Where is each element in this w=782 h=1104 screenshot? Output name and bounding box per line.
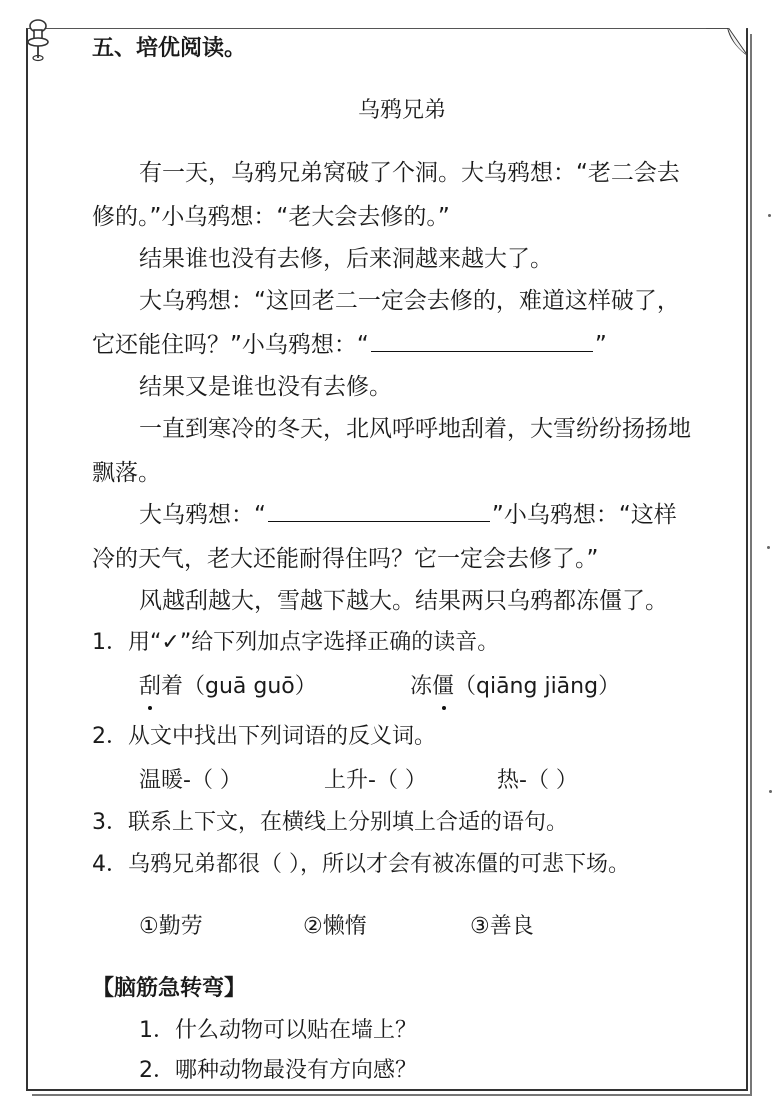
push-pin-icon [26, 18, 50, 62]
emphasis-dot [442, 706, 446, 710]
paragraph-text: ”小乌鸦想：“这样 [491, 502, 677, 528]
question-4-option-2: ②懒惰 [303, 914, 367, 939]
section-title: 五、培优阅读。 [92, 36, 247, 61]
question-1-option-a: 刮着（guā guō） [139, 674, 317, 699]
paragraph-line-with-blank [139, 500, 677, 530]
question-4-option-3: ③善良 [470, 914, 534, 939]
brain-teaser-item: 2．哪种动物最没有方向感？ [139, 1058, 417, 1083]
answer-blank-big-crow[interactable] [268, 520, 490, 522]
paragraph-text: ” [594, 332, 607, 358]
emphasis-dot [148, 706, 152, 710]
question-1: 1．用“✓”给下列加点字选择正确的读音。 [92, 630, 500, 655]
paragraph-line-with-blank [92, 330, 607, 360]
page-curl-icon [706, 28, 746, 58]
answer-blank-small-crow[interactable] [371, 350, 593, 352]
paragraph-text: 大乌鸦想：“ [139, 502, 266, 528]
question-4: 4．乌鸦兄弟都很（ ），所以才会有被冻僵的可悲下场。 [92, 852, 630, 877]
paragraph-line: 修的。”小乌鸦想：“老大会去修的。” [92, 204, 450, 230]
margin-speck [767, 546, 770, 549]
margin-speck [769, 790, 772, 793]
paragraph-line: 有一天，乌鸦兄弟窝破了个洞。大乌鸦想：“老二会去 [139, 160, 680, 186]
question-2-item-c: 热-（ ） [497, 768, 578, 793]
paragraph-line: 飘落。 [92, 460, 161, 486]
question-3: 3．联系上下文，在横线上分别填上合适的语句。 [92, 810, 568, 835]
story-title: 乌鸦兄弟 [358, 98, 447, 123]
paragraph-line: 风越刮越大，雪越下越大。结果两只乌鸦都冻僵了。 [139, 588, 668, 614]
paragraph-line: 冷的天气，老大还能耐得住吗？它一定会去修了。” [92, 546, 599, 572]
paragraph-line: 结果谁也没有去修，后来洞越来越大了。 [139, 246, 553, 272]
paragraph-line: 一直到寒冷的冬天，北风呼呼地刮着，大雪纷纷扬扬地 [139, 416, 691, 442]
question-2-item-a: 温暖-（ ） [139, 768, 242, 793]
paragraph-text: 它还能住吗？”小乌鸦想：“ [92, 332, 369, 358]
question-2-item-b: 上升-（ ） [324, 768, 427, 793]
question-2: 2．从文中找出下列词语的反义词。 [92, 724, 436, 749]
brain-teaser-title: 【脑筋急转弯】 [92, 976, 247, 1001]
paragraph-line: 结果又是谁也没有去修。 [139, 374, 392, 400]
question-4-option-1: ①勤劳 [139, 914, 203, 939]
question-1-option-b: 冻僵（qiāng jiāng） [410, 674, 621, 699]
paragraph-line: 大乌鸦想：“这回老二一定会去修的，难道这样破了， [139, 288, 680, 314]
brain-teaser-item: 1．什么动物可以贴在墙上？ [139, 1018, 417, 1043]
margin-speck [768, 214, 771, 217]
